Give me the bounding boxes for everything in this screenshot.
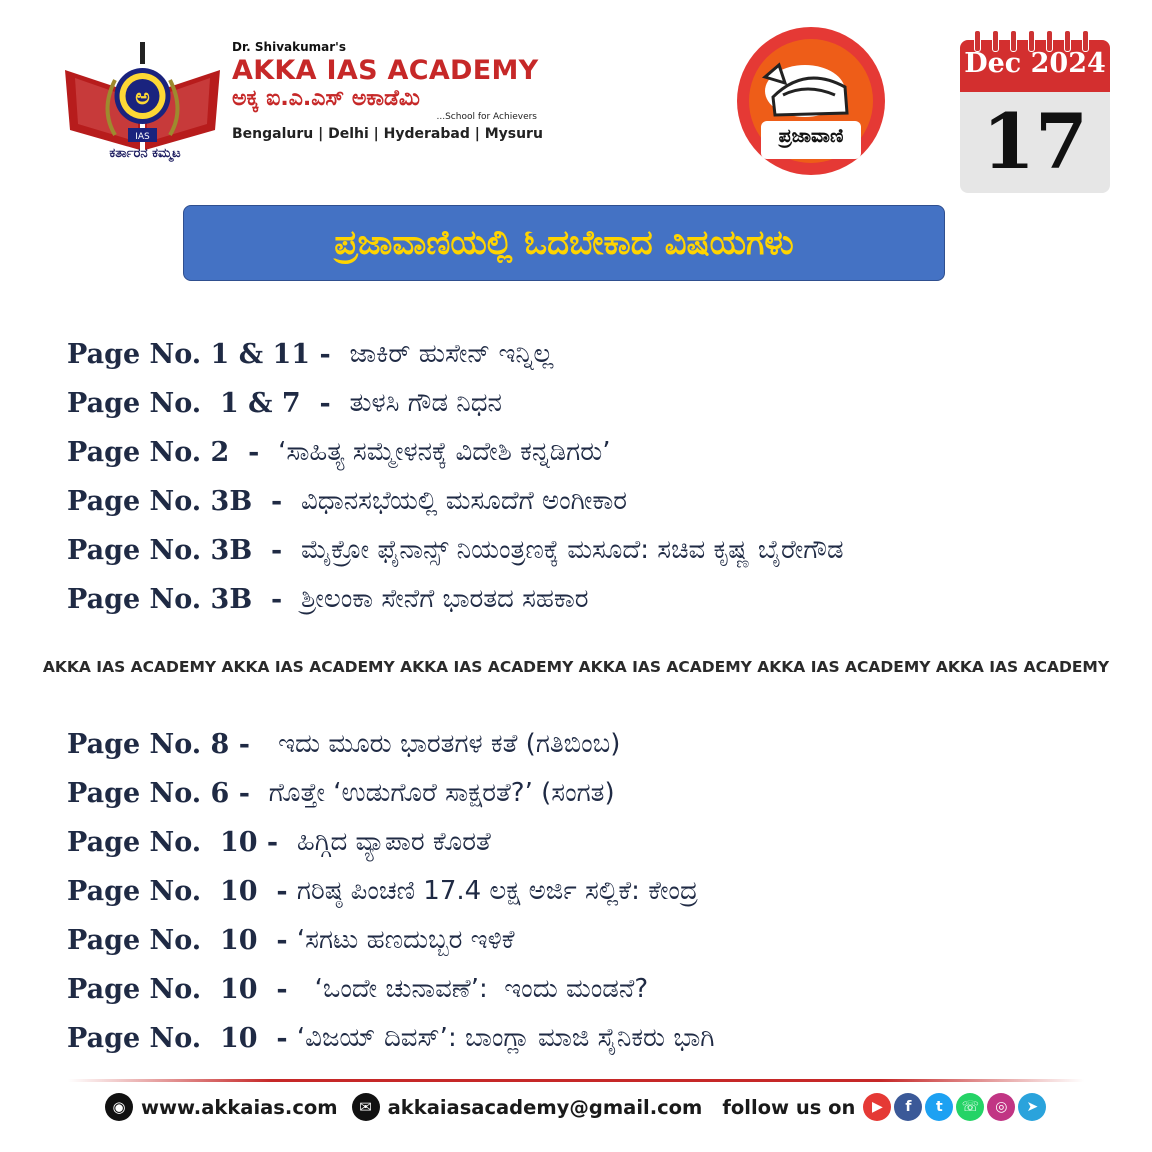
list-item (67, 428, 1117, 477)
article-title: ‘ಒಂದೇ ಚುನಾವಣೆ’: ಇಂದು ಮಂಡನೆ? (306, 974, 649, 1004)
article-title: ಇದು ಮೂರು ಭಾರತಗಳ ಕತೆ (ಗತಿಬಿಂಬ) (278, 729, 621, 759)
globe-icon: ◉ (105, 1093, 133, 1121)
facebook-icon[interactable]: f (894, 1093, 922, 1121)
emblem-tagline: ಕರ್ತಾರನ ಕಮ್ಮಟ (109, 146, 181, 161)
article-title: ‘ಸಗಟು ಹಣದುಬ್ಬರ ಇಳಿಕೆ (296, 925, 515, 955)
list-item (67, 1014, 1117, 1063)
brand-watermark-strip: AKKA IAS ACADEMY AKKA IAS ACADEMY AKKA IAS ACADEMY AKKA IAS ACADEMY AKKA IAS ACADEMY AKKA IAS ACADEMY (42, 658, 1110, 676)
article-list-primary (67, 330, 1117, 624)
page-number: Page No. 10 - (67, 827, 297, 858)
date-calendar (960, 30, 1110, 193)
brand-slogan: ...School for Achievers (436, 112, 537, 123)
list-item (67, 330, 1117, 379)
title-banner (183, 205, 945, 281)
banner-title: ಪ್ರಜಾವಾಣಿಯಲ್ಲಿ ಓದಬೇಕಾದ ವಿಷಯಗಳು (334, 223, 794, 263)
footer-bar (105, 1090, 1049, 1124)
page-number: Page No. 1 & 11 - (67, 339, 350, 370)
brand-block (232, 40, 562, 142)
calendar-month-year: Dec 2024 (964, 48, 1106, 79)
article-title: ವಿಧಾನಸಭೆಯಲ್ಲಿ ಮಸೂದೆಗೆ ಅಂಗೀಕಾರ (300, 486, 628, 516)
article-title: ಮೈಕ್ರೋ ಫೈನಾನ್ಸ್ ನಿಯಂತ್ರಣಕ್ಕೆ ಮಸೂದೆ: ಸಚಿವ ಕೃಷ್ಣ ಬೈರೇಗೌಡ (300, 535, 844, 565)
list-item (67, 769, 1117, 818)
list-item (67, 379, 1117, 428)
article-title: ತುಳಸಿ ಗೌಡ ನಿಧನ (349, 388, 503, 418)
brand-name: AKKA IAS ACADEMY (232, 55, 539, 86)
article-title: ಜಾಕಿರ್ ಹುಸೇನ್ ಇನ್ನಿಲ್ಲ (349, 339, 554, 369)
twitter-icon[interactable]: t (925, 1093, 953, 1121)
list-item (67, 575, 1117, 624)
page-number: Page No. 8 - (67, 729, 279, 760)
article-title: ಶ್ರೀಲಂಕಾ ಸೇನೆಗೆ ಭಾರತದ ಸಹಕಾರ (300, 584, 589, 614)
website-link[interactable]: www.akkaias.com (141, 1095, 338, 1119)
page-number: Page No. 3B - (67, 584, 301, 615)
whatsapp-icon[interactable]: ☏ (956, 1093, 984, 1121)
instagram-icon[interactable]: ◎ (987, 1093, 1015, 1121)
page-number: Page No. 3B - (67, 535, 301, 566)
page-number: Page No. 3B - (67, 486, 301, 517)
brand-name-kannada: ಅಕ್ಕ ಐ.ಎ.ಎಸ್ ಅಕಾಡೆಮಿ (232, 85, 420, 111)
list-item (67, 867, 1117, 916)
prajavani-logo-icon (735, 25, 887, 177)
follow-label: follow us on (722, 1095, 856, 1119)
newspaper-name: ಪ್ರಜಾವಾಣಿ (778, 125, 844, 147)
mail-icon: ✉ (352, 1093, 380, 1121)
svg-text:ಅ: ಅ (135, 85, 150, 110)
list-item (67, 818, 1117, 867)
page-number: Page No. 10 - (67, 1023, 297, 1054)
article-title: ಗೊತ್ತೇ ‘ಉಡುಗೊರೆ ಸಾಕ್ಷರತೆ?’ (ಸಂಗತ) (268, 778, 615, 808)
page-number: Page No. 10 - (67, 974, 307, 1005)
list-item (67, 720, 1117, 769)
list-item (67, 916, 1117, 965)
emblem-badge-text: IAS (135, 132, 150, 142)
article-title: ‘ವಿಜಯ್ ದಿವಸ್’: ಬಾಂಗ್ಲಾ ಮಾಜಿ ಸೈನಿಕರು ಭಾಗಿ (296, 1023, 715, 1053)
youtube-icon[interactable]: ▶ (863, 1093, 891, 1121)
article-title: ಹಿಗ್ಗಿದ ವ್ಯಾಪಾರ ಕೊರತೆ (296, 827, 491, 857)
list-item (67, 477, 1117, 526)
email-link[interactable]: akkaiasacademy@gmail.com (387, 1095, 703, 1119)
page-number: Page No. 2 - (67, 437, 279, 468)
list-item (67, 526, 1117, 575)
brand-founder: Dr. Shivakumar's (232, 40, 346, 54)
article-title: ‘ಸಾಹಿತ್ಯ ಸಮ್ಮೇಳನಕ್ಕೆ ವಿದೇಶಿ ಕನ್ನಡಿಗರು’ (278, 437, 611, 467)
footer-divider (68, 1079, 1084, 1082)
brand-cities: Bengaluru | Delhi | Hyderabad | Mysuru (232, 126, 543, 143)
list-item (67, 965, 1117, 1014)
calendar-day: 17 (982, 97, 1088, 186)
article-list-secondary (67, 720, 1117, 1063)
page-number: Page No. 1 & 7 - (67, 388, 350, 419)
page-number: Page No. 6 - (67, 778, 269, 809)
page-number: Page No. 10 - (67, 876, 297, 907)
telegram-icon[interactable]: ➤ (1018, 1093, 1046, 1121)
page-number: Page No. 10 - (67, 925, 297, 956)
article-title: ಗರಿಷ್ಠ ಪಿಂಚಣಿ 17.4 ಲಕ್ಷ ಅರ್ಜಿ ಸಲ್ಲಿಕೆ: ಕೇಂದ್ರ (296, 876, 698, 906)
